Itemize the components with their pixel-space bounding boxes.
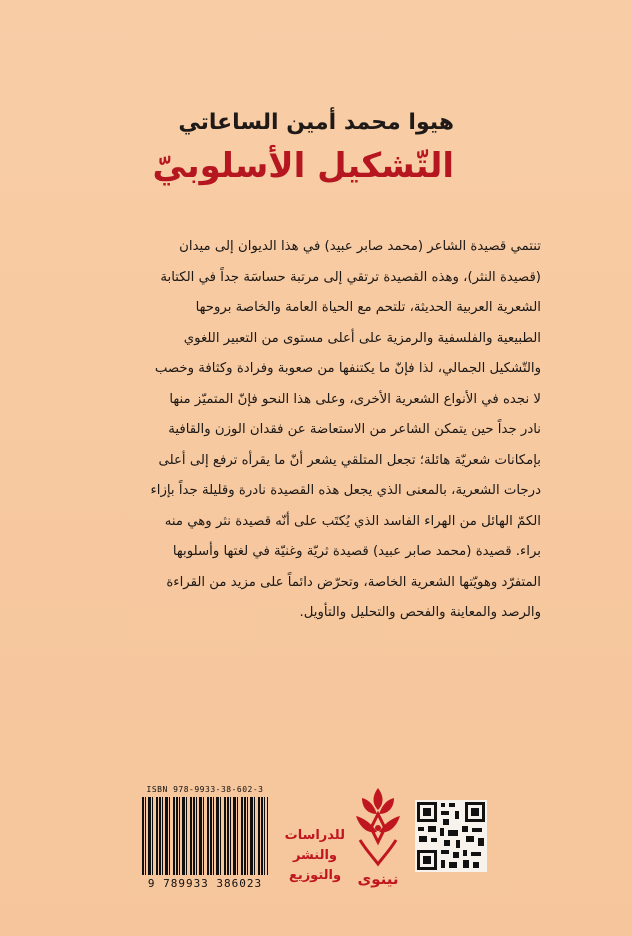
- publisher-tagline: [285, 826, 345, 886]
- blurb-paragraph: [98, 232, 541, 629]
- blurb-line: الطبيعية والفلسفية والرمزية على أعلى مستوى من التعبير اللغوي: [183, 330, 541, 346]
- blurb-line: والرصد والمعاينة والفحص والتحليل والتأويل.: [299, 605, 541, 620]
- qr-code-icon: [415, 800, 487, 872]
- publisher-line: والتوزيع: [288, 868, 342, 883]
- blurb-line: الكمّ الهائل من الهراء الفاسد الذي يُكتَب على أنّه قصيدة نثر وهي منه: [164, 513, 541, 529]
- blurb-line: نادر جداً حين يتمكن الشاعر من الاستعاضة عن فقدان الوزن والقافية: [168, 422, 541, 437]
- blurb-line: (قصيدة النثر)، وهذه القصيدة ترتقي إلى مرتبة حساسَة جداً في الكتابة: [160, 269, 541, 285]
- barcode-number: 9 789933 386023: [147, 877, 263, 890]
- blurb-line: تنتمي قصيدة الشاعر (محمد صابر عبيد) في هذا الديوان إلى ميدان: [179, 239, 541, 254]
- author-name: هيوا محمد أمين الساعاتي: [178, 110, 454, 135]
- publisher-logo: [350, 784, 406, 896]
- book-title: التّشكيل الأسلوبيّ: [152, 146, 454, 186]
- blurb-line: المتفرّد وهويّتها الشعرية الخاصة، وتحرّض دائماً على مزيد من القراءة: [166, 574, 541, 590]
- flower-logo-icon: [350, 784, 406, 870]
- blurb-line: بإمكانات شعريّة هائلة؛ تجعل المتلقي يشعر أنّ ما يقرأه ترفع إلى أعلى: [158, 452, 541, 468]
- publisher-line: والنشر: [292, 848, 338, 863]
- blurb-line: لا نجده في الأنواع الشعرية الأخرى، وعلى هذا النحو فإنّ المتميّز منها: [169, 391, 541, 407]
- blurb-line: درجات الشعرية، بالمعنى الذي يجعل هذه القصيدة نادرة وقليلة جداً بإزاء: [150, 483, 541, 498]
- isbn-label: ISBN 978-9933-38-602-3: [146, 785, 264, 794]
- barcode-bars: [142, 797, 268, 875]
- isbn-barcode: [140, 785, 270, 895]
- blurb-line: والتّشكيل الجمالي، لذا فإنّ ما يكتنفها من صعوبة وفرادة وكثافة وخصب: [154, 361, 541, 376]
- blurb-line: الشعرية العربية الحديثة، تلتحم مع الحياة العامة والخاصة بروحها: [195, 300, 541, 315]
- publisher-line: للدراسات: [284, 828, 345, 843]
- qr-code: [415, 800, 487, 872]
- publisher-name: نينوى: [357, 870, 399, 888]
- blurb-line: براء. قصيدة (محمد صابر عبيد) قصيدة ثريّة وغنيّة في لغتها وأسلوبها: [172, 544, 541, 559]
